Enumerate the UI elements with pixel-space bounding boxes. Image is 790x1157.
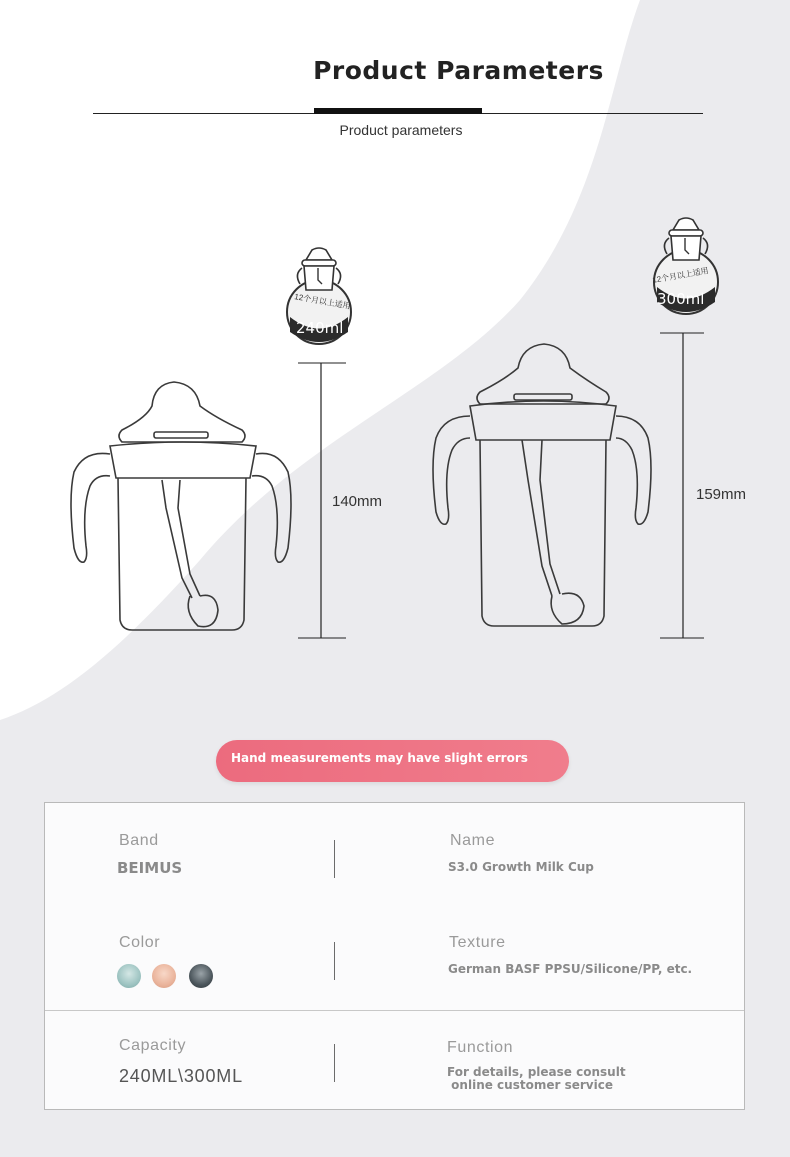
- spec-table: [44, 802, 745, 1110]
- band-label: Band: [119, 832, 159, 849]
- page-title: Product Parameters: [313, 56, 604, 85]
- capacity-value: 240ML\300ML: [119, 1066, 243, 1086]
- name-label: Name: [450, 832, 496, 849]
- cup-300-illustration: [430, 340, 656, 634]
- page-subtitle: Product parameters: [339, 122, 463, 138]
- height-label-240: 140mm: [332, 493, 383, 510]
- spec-row-band-name: [45, 803, 744, 913]
- badge-300-text: 12个月以上适用: [651, 266, 710, 285]
- row-divider: [334, 1044, 335, 1082]
- row-divider: [334, 840, 335, 878]
- height-label-300: 159mm: [696, 486, 747, 503]
- function-label: Function: [447, 1039, 514, 1056]
- cup-240-illustration: [66, 378, 296, 636]
- color-swatch-peach: [152, 964, 176, 988]
- badge-240-text: 12个月以上适用: [293, 292, 352, 311]
- spec-row-color-texture: [45, 912, 744, 1011]
- texture-value: German BASF PPSU/Silicone/PP, etc.: [448, 962, 693, 976]
- spec-row-capacity-function: [45, 1011, 744, 1109]
- capacity-label: Capacity: [119, 1037, 187, 1054]
- measurement-notice-text: Hand measurements may have slight errors: [231, 751, 528, 765]
- color-swatch-graphite: [189, 964, 213, 988]
- badge-240-capacity: 240ml: [296, 319, 344, 337]
- function-value-line2: online customer service: [447, 1078, 613, 1092]
- measurement-notice-badge: [216, 740, 569, 782]
- badge-300-capacity: 300ml: [657, 290, 705, 308]
- row-divider: [334, 942, 335, 980]
- color-label: Color: [119, 934, 161, 951]
- band-value: BEIMUS: [117, 859, 183, 877]
- function-value-line1: For details, please consult: [447, 1065, 626, 1079]
- name-value: S3.0 Growth Milk Cup: [448, 860, 594, 874]
- color-swatch-mint: [117, 964, 141, 988]
- title-accent-bar: [314, 108, 482, 114]
- texture-label: Texture: [449, 934, 506, 951]
